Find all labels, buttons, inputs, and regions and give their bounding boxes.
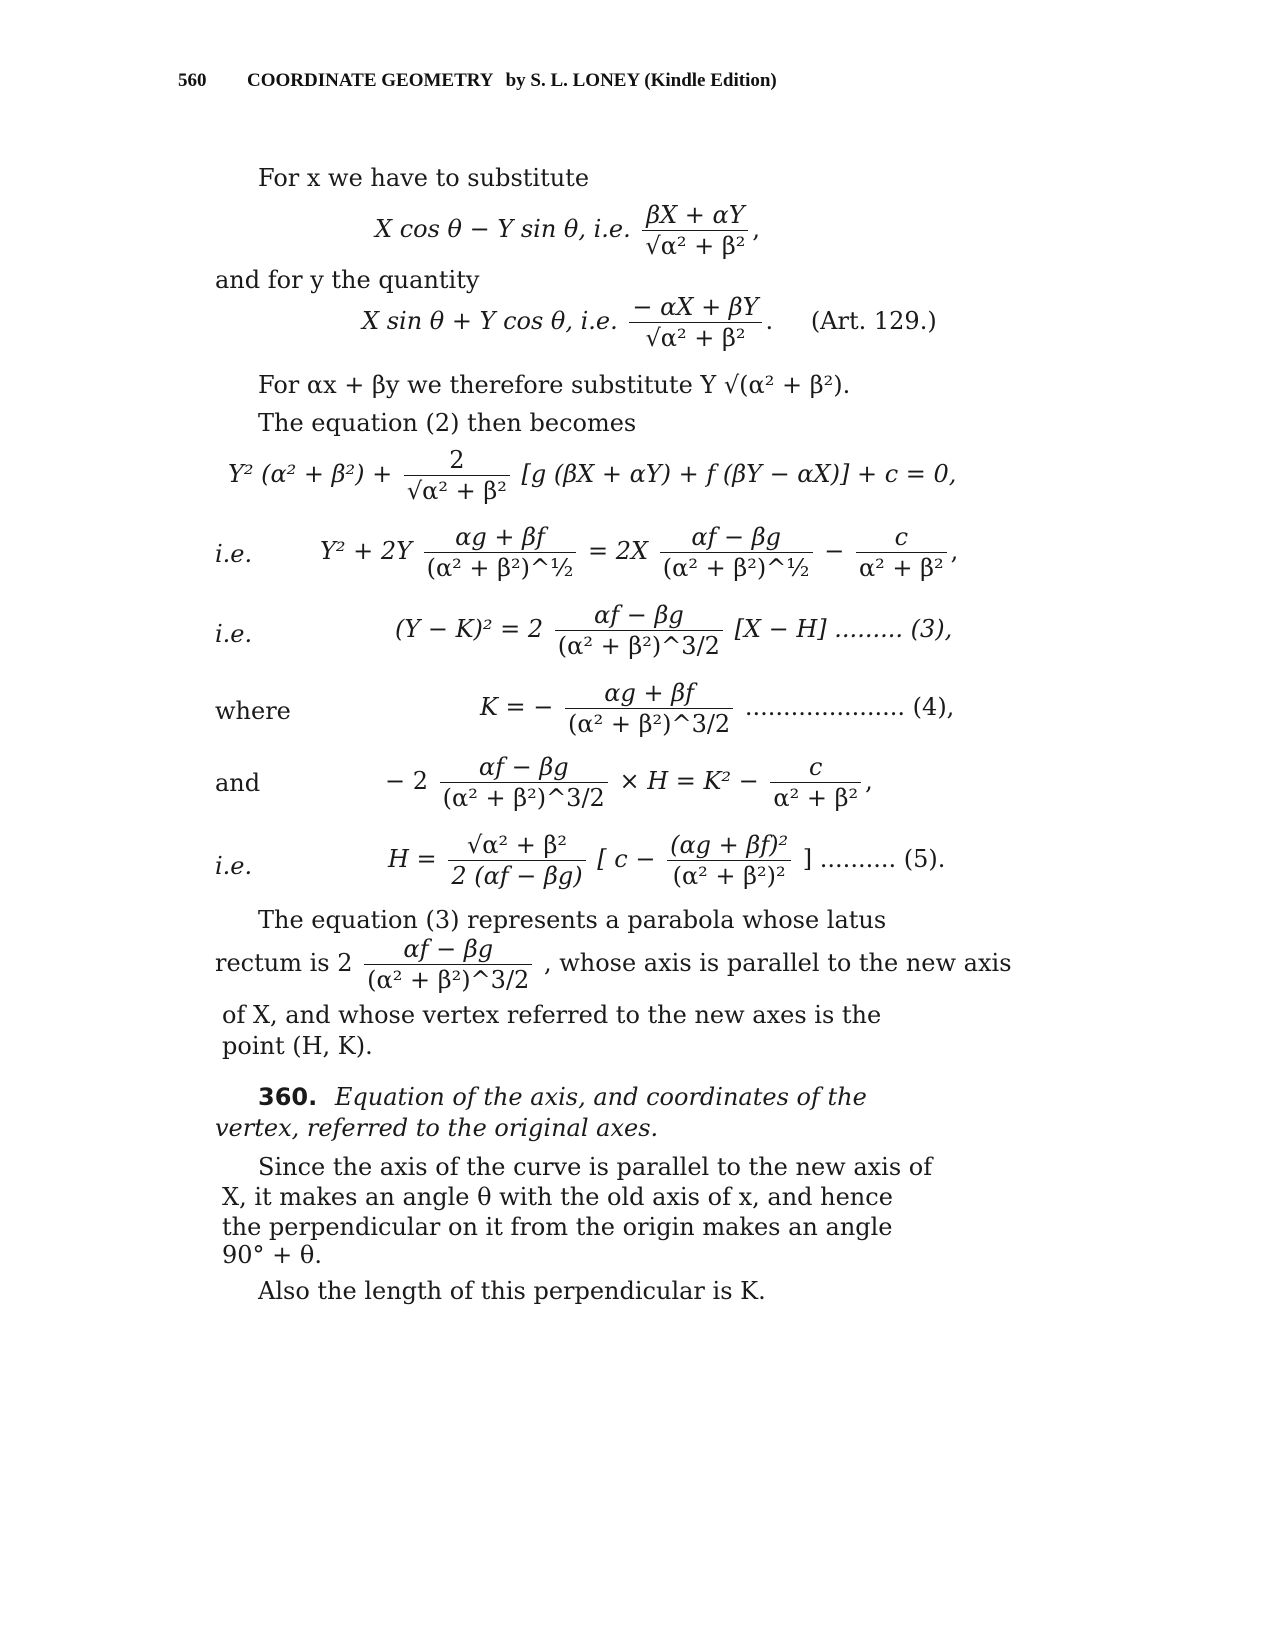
and-fraction-1 <box>440 752 608 813</box>
ie2-denominator: (α² + β²)^3/2 <box>555 630 723 661</box>
big-eq-denominator: √α² + β² <box>404 475 510 506</box>
equation-3 <box>395 600 952 661</box>
big-eq-numerator: 2 <box>449 446 465 474</box>
eq2-reference: (Art. 129.) <box>810 307 937 335</box>
where-numerator: αg + βf <box>604 679 694 707</box>
eq1-fraction <box>642 200 748 261</box>
ie3-denominator-1: 2 (αf − βg) <box>448 860 585 891</box>
and-numerator-2: c <box>809 753 823 781</box>
section-heading <box>258 1082 867 1112</box>
ie3-label: i.e. <box>215 852 253 880</box>
eq2-fraction <box>629 292 761 353</box>
eq1-left: X cos θ − Y sin θ, i.e. <box>375 215 631 243</box>
equation-and <box>385 752 873 813</box>
big-eq-left: Y² (α² + β²) + <box>228 460 393 488</box>
eq1-tail: , <box>752 215 761 243</box>
eq2-numerator: − αX + βY <box>632 293 759 321</box>
rectum-numerator: αf − βg <box>403 935 494 963</box>
eq2-left: X sin θ + Y cos θ, i.e. <box>362 307 618 335</box>
ie1-minus: − <box>824 537 845 565</box>
section-number: 360. <box>258 1083 318 1111</box>
ie1-denominator-1: (α² + β²)^½ <box>424 552 577 583</box>
ie3-numerator-2: (αg + βf)² <box>670 831 789 859</box>
parabola-line-3: of X, and whose vertex referred to the new axes is the <box>222 1001 882 1029</box>
where-denominator: (α² + β²)^3/2 <box>565 708 733 739</box>
ie3-left: H = <box>388 845 437 873</box>
ie3-bracket-right: ] <box>802 845 813 873</box>
ie3-fraction-1 <box>448 830 585 891</box>
equation-ie1 <box>320 522 958 583</box>
eq2-denominator: √α² + β² <box>629 322 761 353</box>
where-fraction <box>565 678 733 739</box>
rectum-prefix: rectum is 2 <box>215 949 353 977</box>
eq1-numerator: βX + αY <box>646 201 745 229</box>
and-fraction-2 <box>770 752 861 813</box>
parabola-line-4: point (H, K). <box>222 1032 373 1060</box>
ie1-fraction-2 <box>660 522 813 583</box>
ie1-denominator-2: (α² + β²)^½ <box>660 552 813 583</box>
intro-line-2: and for y the quantity <box>215 266 480 294</box>
where-label: where <box>215 697 291 725</box>
ie2-numerator: αf − βg <box>593 601 684 629</box>
ie1-fraction-1 <box>424 522 577 583</box>
rectum-denominator: (α² + β²)^3/2 <box>364 964 532 995</box>
and-numerator-1: αf − βg <box>478 753 569 781</box>
section-para-2: Also the length of this perpendicular is K. <box>258 1277 766 1305</box>
eq1-denominator: √α² + β² <box>642 230 748 261</box>
ie3-numerator-1: √α² + β² <box>466 831 567 859</box>
big-eq-right: [g (βX + αY) + f (βY − αX)] + c = 0, <box>521 460 957 488</box>
equation-transformed <box>228 445 956 506</box>
ie1-numerator-1: αg + βf <box>455 523 545 551</box>
section-title-line-2: vertex, referred to the original axes. <box>215 1114 659 1142</box>
big-eq-fraction <box>404 445 510 506</box>
ie3-fraction-2 <box>667 830 791 891</box>
section-para-line-2: X, it makes an angle θ with the old axis of x, and hence <box>222 1183 893 1211</box>
ie1-numerator-2: αf − βg <box>691 523 782 551</box>
rectum-line <box>215 934 1012 995</box>
ie2-fraction <box>555 600 723 661</box>
eq2-tail: . <box>765 307 774 335</box>
and-mid: × H = K² − <box>619 767 759 795</box>
intro-line-1: For x we have to substitute <box>258 164 590 192</box>
section-para-line-4: 90° + θ. <box>222 1241 322 1269</box>
ie2-label: i.e. <box>215 620 253 648</box>
ie1-tail: , <box>950 537 959 565</box>
section-title-line-1: Equation of the axis, and coordinates of the <box>334 1083 867 1111</box>
ie1-denominator-3: α² + β² <box>856 552 947 583</box>
rectum-suffix: , whose axis is parallel to the new axis <box>543 949 1012 977</box>
ie3-denominator-2: (α² + β²)² <box>667 860 791 891</box>
page-number: 560 <box>178 70 207 91</box>
ie2-left: (Y − K)² = 2 <box>395 615 544 643</box>
ie1-numerator-3: c <box>894 523 909 551</box>
intro-line-3: For αx + βy we therefore substitute Y √(α² + β²). <box>258 371 851 399</box>
and-left: − 2 <box>385 767 429 795</box>
intro-line-4: The equation (2) then becomes <box>258 409 637 437</box>
equation-5 <box>388 830 945 891</box>
rectum-fraction <box>364 934 532 995</box>
equation-y-substitution <box>362 292 937 353</box>
section-para-line-3: the perpendicular on it from the origin makes an angle <box>222 1213 893 1241</box>
and-tail: , <box>865 767 873 795</box>
ie1-mid: = 2X <box>588 537 649 565</box>
and-denominator-2: α² + β² <box>770 782 861 813</box>
and-denominator-1: (α² + β²)^3/2 <box>440 782 608 813</box>
section-para-line-1: Since the axis of the curve is parallel to the new axis of <box>258 1153 933 1181</box>
book-byline: by S. L. LONEY (Kindle Edition) <box>505 70 777 91</box>
equation-x-substitution <box>375 200 760 261</box>
book-title: COORDINATE GEOMETRY <box>247 70 493 91</box>
equation-4 <box>480 678 954 739</box>
running-title <box>247 70 777 92</box>
where-left: K = − <box>480 693 554 721</box>
ie1-label: i.e. <box>215 540 253 568</box>
ie2-right: [X − H] ......... (3), <box>734 615 953 643</box>
ie3-bracket-left: [ c − <box>597 845 656 873</box>
ie3-tail: .......... (5). <box>819 845 946 873</box>
parabola-line-1: The equation (3) represents a parabola whose latus <box>258 906 887 934</box>
where-right: ..................... (4), <box>744 693 955 721</box>
ie1-fraction-3 <box>856 522 947 583</box>
and-label: and <box>215 769 261 797</box>
ie1-left: Y² + 2Y <box>320 537 412 565</box>
